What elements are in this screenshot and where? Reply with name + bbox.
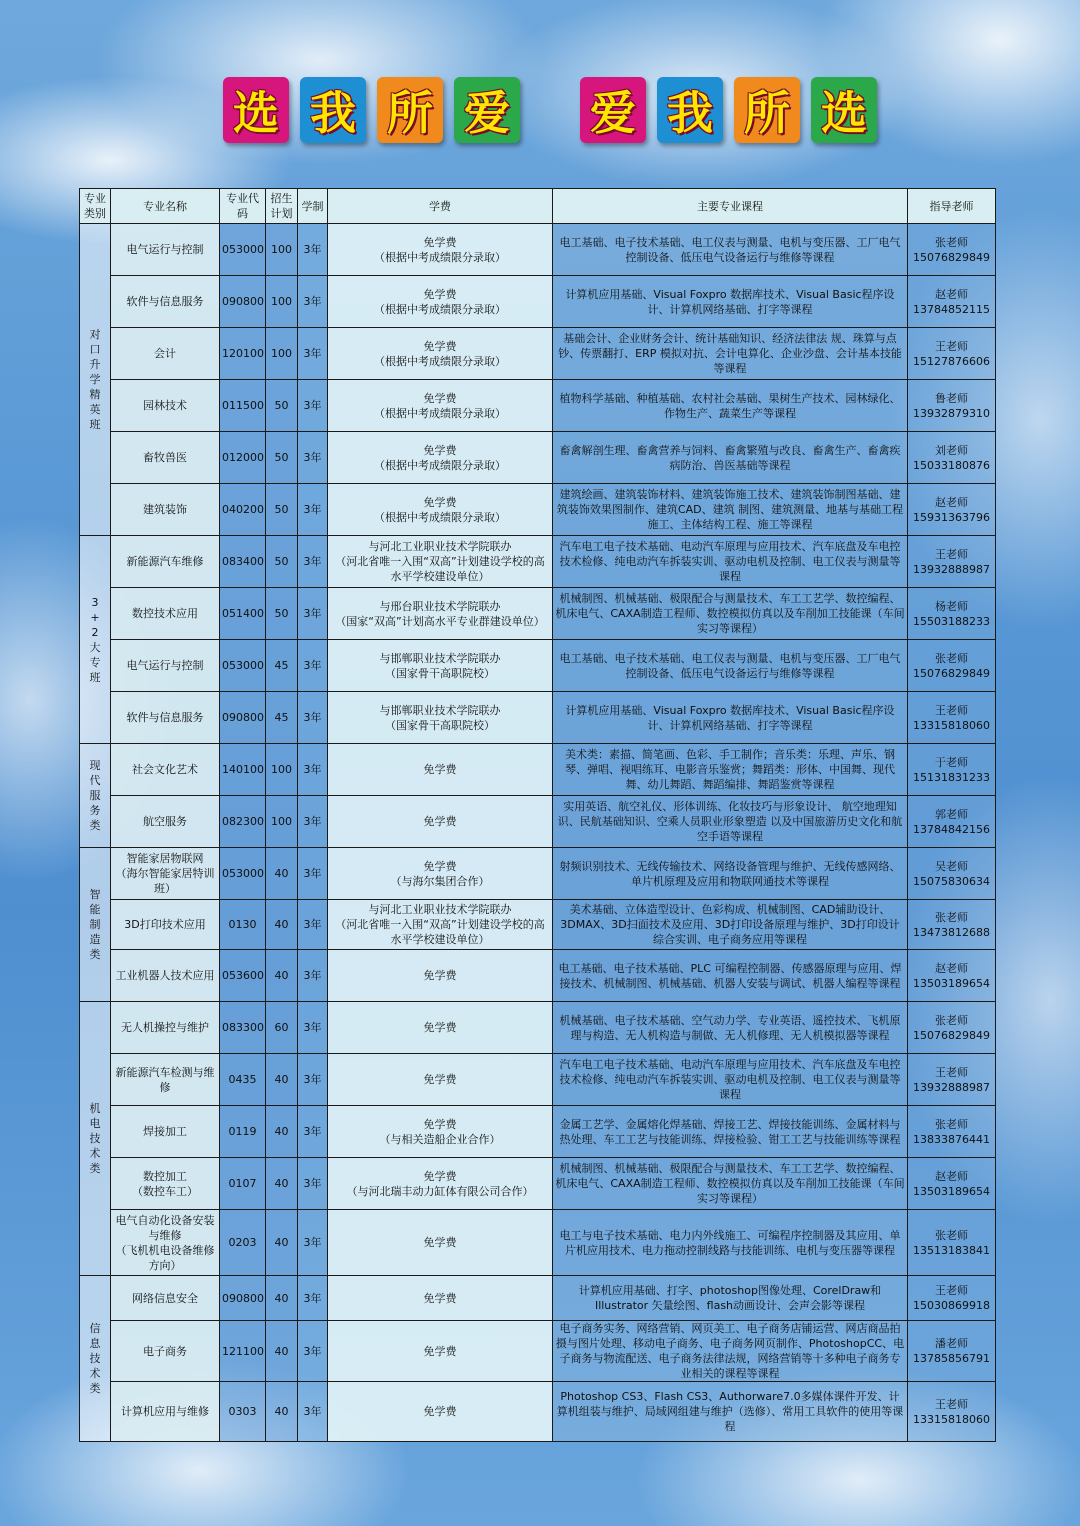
category-label: 信息技术类	[89, 1322, 101, 1395]
enrollment-plan-cell: 40	[266, 1382, 298, 1442]
table-row	[80, 1321, 996, 1382]
table-row	[80, 692, 996, 744]
table-row	[80, 1054, 996, 1106]
major-name-cell: 社会文化艺术	[111, 744, 220, 796]
major-code-cell: 012000	[220, 432, 266, 484]
duration-cell: 3年	[298, 1276, 328, 1321]
enrollment-plan-cell: 100	[266, 796, 298, 848]
duration-cell: 3年	[298, 1054, 328, 1106]
category-label: 机电技术类	[89, 1102, 101, 1175]
enrollment-plan-cell: 40	[266, 1054, 298, 1106]
major-name-cell: 焊接加工	[111, 1106, 220, 1158]
major-code-cell: 0130	[220, 900, 266, 950]
major-name-cell: 数控加工 （数控车工）	[111, 1158, 220, 1210]
major-code-cell: 0303	[220, 1382, 266, 1442]
table-row	[80, 1382, 996, 1442]
slogan-tile: 所	[734, 77, 800, 143]
enrollment-plan-cell: 50	[266, 588, 298, 640]
teacher-cell: 张老师 13473812688	[908, 900, 996, 950]
major-name-cell: 软件与信息服务	[111, 692, 220, 744]
major-name-cell: 工业机器人技术应用	[111, 950, 220, 1002]
table-row	[80, 276, 996, 328]
courses-cell: 美术基础、立体造型设计、色彩构成、机械制图、CAD辅助设计、3DMAX、3D扫面技术及应用、3D打印设备原理与维护、3D打印设计综合实训、电子商务应用等课程	[553, 900, 908, 950]
header-category: 专业类别	[80, 189, 111, 224]
tuition-cell: 免学费 （根据中考成绩限分录取）	[328, 276, 553, 328]
major-code-cell: 053000	[220, 640, 266, 692]
courses-cell: 计算机应用基础、Visual Foxpro 数据库技术、Visual Basic程序设计、计算机网络基础、打字等课程	[553, 276, 908, 328]
major-name-cell: 3D打印技术应用	[111, 900, 220, 950]
courses-cell: 植物科学基础、种植基础、农村社会基础、果树生产技术、园林绿化、作物生产、蔬菜生产等课程	[553, 380, 908, 432]
table-row	[80, 1106, 996, 1158]
major-name-cell: 无人机操控与维护	[111, 1002, 220, 1054]
major-code-cell: 051400	[220, 588, 266, 640]
header-fee: 学费	[328, 189, 553, 224]
courses-cell: 射频识别技术、无线传输技术、网络设备管理与维护、无线传感网络、单片机原理及应用和物联网通技术等课程	[553, 848, 908, 900]
major-code-cell: 121100	[220, 1321, 266, 1382]
enrollment-plan-cell: 100	[266, 224, 298, 276]
category-label: 现代服务类	[89, 759, 101, 832]
table-row	[80, 328, 996, 380]
courses-cell: 机械基础、电子技术基础、空气动力学、专业英语、遥控技术、飞机原理与构造、无人机构造与制做、无人机修理、无人机模拟器等课程	[553, 1002, 908, 1054]
teacher-cell: 张老师 13833876441	[908, 1106, 996, 1158]
slogan-tile: 爱	[454, 77, 520, 143]
major-name-cell: 数控技术应用	[111, 588, 220, 640]
teacher-cell: 赵老师 13503189654	[908, 1158, 996, 1210]
teacher-cell: 张老师 15076829849	[908, 1002, 996, 1054]
major-code-cell: 0435	[220, 1054, 266, 1106]
category-cell	[80, 536, 111, 744]
courses-cell: 电子商务实务、网络营销、网页美工、电子商务店铺运营、网店商品拍摄与图片处理、移动电子商务、电子商务网页制作、PhotoshopCC、电子商务与物流配送、电子商务法律法规，网络营销等十多种电子商务专业相关的课程等课程	[553, 1321, 908, 1382]
courses-cell: 电工基础、电子技术基础、PLC 可编程控制器、传感器原理与应用、焊接技术、机械制图、机械基础、机器人安装与调试、机器人编程等课程	[553, 950, 908, 1002]
courses-cell: 汽车电工电子技术基础、电动汽车原理与应用技术、汽车底盘及车电控技术检修、纯电动汽车拆装实训、驱动电机及控制、电工仪表与测量等课程	[553, 1054, 908, 1106]
duration-cell: 3年	[298, 1210, 328, 1276]
duration-cell: 3年	[298, 1158, 328, 1210]
category-label: 智能制造类	[89, 888, 101, 961]
duration-cell: 3年	[298, 536, 328, 588]
duration-cell: 3年	[298, 848, 328, 900]
enrollment-plan-cell: 40	[266, 1106, 298, 1158]
tuition-cell: 免学费	[328, 796, 553, 848]
enrollment-plan-cell: 40	[266, 1321, 298, 1382]
slogan-tile: 选	[223, 77, 289, 143]
tuition-cell: 免学费	[328, 1210, 553, 1276]
major-name-cell: 计算机应用与维修	[111, 1382, 220, 1442]
teacher-cell: 赵老师 13784852115	[908, 276, 996, 328]
tuition-cell: 免学费	[328, 1054, 553, 1106]
teacher-cell: 张老师 13513183841	[908, 1210, 996, 1276]
major-code-cell: 053000	[220, 224, 266, 276]
major-name-cell: 软件与信息服务	[111, 276, 220, 328]
table-row	[80, 950, 996, 1002]
header-code: 专业代码	[220, 189, 266, 224]
table-row	[80, 380, 996, 432]
table-row	[80, 1276, 996, 1321]
courses-cell: 建筑绘画、建筑装饰材料、建筑装饰施工技术、建筑装饰制图基础、建筑装饰效果图制作、建筑CAD、建筑 制图、建筑测量、地基与基础工程施工、主体结构工程、施工等课程	[553, 484, 908, 536]
enrollment-plan-cell: 40	[266, 950, 298, 1002]
header-duration: 学制	[298, 189, 328, 224]
teacher-cell: 潘老师 13785856791	[908, 1321, 996, 1382]
tuition-cell: 免学费	[328, 1276, 553, 1321]
tuition-cell: 免学费	[328, 1382, 553, 1442]
tuition-cell: 与河北工业职业技术学院联办 （河北省唯一入围“双高”计划建设学校的高水平学校建设单位）	[328, 536, 553, 588]
teacher-cell: 王老师 13315818060	[908, 692, 996, 744]
tuition-cell: 免学费	[328, 744, 553, 796]
teacher-cell: 杨老师 15503188233	[908, 588, 996, 640]
enrollment-plan-cell: 40	[266, 1158, 298, 1210]
major-code-cell: 090800	[220, 692, 266, 744]
courses-cell: 美术类：素描、简笔画、色彩、手工制作；音乐类：乐理、声乐、钢琴、弹唱、视唱练耳、电影音乐鉴赏；舞蹈类：形体、中国舞、现代舞、幼儿舞蹈、舞蹈编排、舞蹈鉴赏等课程	[553, 744, 908, 796]
teacher-cell: 王老师 13932888987	[908, 1054, 996, 1106]
tuition-cell: 免学费 （根据中考成绩限分录取）	[328, 328, 553, 380]
table-row	[80, 536, 996, 588]
major-name-cell: 电气自动化设备安装与维修 （飞机机电设备维修方向）	[111, 1210, 220, 1276]
duration-cell: 3年	[298, 276, 328, 328]
tuition-cell: 免学费 （根据中考成绩限分录取）	[328, 380, 553, 432]
courses-cell: 基础会计、企业财务会计、统计基础知识、经济法律法 规、珠算与点钞、传票翻打、ERP 模拟对抗、会计电算化、企业沙盘、会计基本技能等课程	[553, 328, 908, 380]
table-row	[80, 848, 996, 900]
courses-cell: 机械制图、机械基础、极限配合与测量技术、车工工艺学、数控编程、机床电气、CAXA制造工程师、数控模拟仿真以及车削加工技能课（车间实习等课程）	[553, 588, 908, 640]
tuition-cell: 免学费	[328, 1002, 553, 1054]
major-name-cell: 新能源汽车检测与维修	[111, 1054, 220, 1106]
major-code-cell: 0119	[220, 1106, 266, 1158]
major-code-cell: 083300	[220, 1002, 266, 1054]
major-code-cell: 120100	[220, 328, 266, 380]
major-name-cell: 电气运行与控制	[111, 640, 220, 692]
enrollment-plan-cell: 60	[266, 1002, 298, 1054]
major-code-cell: 040200	[220, 484, 266, 536]
table-row	[80, 900, 996, 950]
major-name-cell: 新能源汽车维修	[111, 536, 220, 588]
table-row	[80, 1158, 996, 1210]
duration-cell: 3年	[298, 484, 328, 536]
duration-cell: 3年	[298, 796, 328, 848]
major-code-cell: 053600	[220, 950, 266, 1002]
tuition-cell: 与河北工业职业技术学院联办 （河北省唯一入围“双高”计划建设学校的高水平学校建设单位）	[328, 900, 553, 950]
major-name-cell: 建筑装饰	[111, 484, 220, 536]
enrollment-plan-cell: 50	[266, 380, 298, 432]
header-plan: 招生计划	[266, 189, 298, 224]
duration-cell: 3年	[298, 950, 328, 1002]
major-code-cell: 083400	[220, 536, 266, 588]
major-name-cell: 畜牧兽医	[111, 432, 220, 484]
duration-cell: 3年	[298, 1106, 328, 1158]
courses-cell: 电工与电子技术基础、电力内外线施工、可编程序控制器及其应用、单片机应用技术、电力拖动控制线路与技能训练、电机与变压器等课程	[553, 1210, 908, 1276]
enrollment-plan-cell: 50	[266, 484, 298, 536]
header-name: 专业名称	[111, 189, 220, 224]
duration-cell: 3年	[298, 1321, 328, 1382]
category-cell	[80, 1276, 111, 1442]
courses-cell: 汽车电工电子技术基础、电动汽车原理与应用技术、汽车底盘及车电控技术检修、纯电动汽车拆装实训、驱动电机及控制、电工仪表与测量等课程	[553, 536, 908, 588]
table-row	[80, 1002, 996, 1054]
major-name-cell: 电子商务	[111, 1321, 220, 1382]
category-cell	[80, 744, 111, 848]
courses-cell: 电工基础、电子技术基础、电工仪表与测量、电机与变压器、工厂电气控制设备、低压电气设备运行与维修等课程	[553, 224, 908, 276]
teacher-cell: 赵老师 15931363796	[908, 484, 996, 536]
slogan-tile: 选	[811, 77, 877, 143]
tuition-cell: 免学费	[328, 950, 553, 1002]
duration-cell: 3年	[298, 432, 328, 484]
table-row	[80, 1210, 996, 1276]
slogan-tile: 爱	[580, 77, 646, 143]
teacher-cell: 赵老师 13503189654	[908, 950, 996, 1002]
category-label: 对口升学精英班	[89, 328, 101, 431]
duration-cell: 3年	[298, 1002, 328, 1054]
courses-cell: 计算机应用基础、打字、photoshop图像处理、CorelDraw和Illustrator 矢量绘图、flash动画设计、会声会影等课程	[553, 1276, 908, 1321]
teacher-cell: 张老师 15076829849	[908, 224, 996, 276]
tuition-cell: 免学费 （根据中考成绩限分录取）	[328, 484, 553, 536]
teacher-cell: 王老师 15030869918	[908, 1276, 996, 1321]
enrollment-plan-cell: 40	[266, 1210, 298, 1276]
category-label: 3+2大专班	[89, 595, 101, 684]
enrollment-plan-cell: 45	[266, 640, 298, 692]
major-code-cell: 140100	[220, 744, 266, 796]
major-name-cell: 电气运行与控制	[111, 224, 220, 276]
courses-cell: 金属工艺学、金属熔化焊基础、焊接工艺、焊接技能训练、金属材料与热处理、车工工艺与技能训练、焊接检验、钳工工艺与技能训练等课程	[553, 1106, 908, 1158]
tuition-cell: 与邢台职业技术学院联办 （国家“双高”计划高水平专业群建设单位）	[328, 588, 553, 640]
table-row	[80, 588, 996, 640]
category-cell	[80, 1002, 111, 1276]
enrollment-plan-cell: 100	[266, 276, 298, 328]
header-teacher: 指导老师	[908, 189, 996, 224]
enrollment-plan-cell: 100	[266, 328, 298, 380]
courses-cell: Photoshop CS3、Flash CS3、Authorware7.0多媒体课件开发、计算机组装与维护、局域网组建与维护（选修）、常用工具软件的使用等课程	[553, 1382, 908, 1442]
teacher-cell: 郭老师 13784842156	[908, 796, 996, 848]
major-name-cell: 网络信息安全	[111, 1276, 220, 1321]
duration-cell: 3年	[298, 640, 328, 692]
duration-cell: 3年	[298, 328, 328, 380]
table-row	[80, 640, 996, 692]
courses-cell: 机械制图、机械基础、极限配合与测量技术、车工工艺学、数控编程、机床电气、CAXA制造工程师、数控模拟仿真以及车削加工技能课（车间实习等课程）	[553, 1158, 908, 1210]
tuition-cell: 与邯郸职业技术学院联办 （国家骨干高职院校）	[328, 692, 553, 744]
teacher-cell: 王老师 13315818060	[908, 1382, 996, 1442]
slogan-tile: 我	[657, 77, 723, 143]
major-code-cell: 053000	[220, 848, 266, 900]
duration-cell: 3年	[298, 224, 328, 276]
tuition-cell: 免学费 （与海尔集团合作）	[328, 848, 553, 900]
table-header-row	[80, 189, 996, 224]
tuition-cell: 免学费 （根据中考成绩限分录取）	[328, 432, 553, 484]
courses-cell: 畜禽解剖生理、畜禽营养与饲料、畜禽繁殖与改良、畜禽生产、畜禽疾病防治、兽医基础等课程	[553, 432, 908, 484]
slogan-tile: 所	[377, 77, 443, 143]
tuition-cell: 与邯郸职业技术学院联办 （国家骨干高职院校）	[328, 640, 553, 692]
major-code-cell: 082300	[220, 796, 266, 848]
enrollment-plan-cell: 40	[266, 900, 298, 950]
enrollment-plan-cell: 100	[266, 744, 298, 796]
major-name-cell: 园林技术	[111, 380, 220, 432]
duration-cell: 3年	[298, 744, 328, 796]
duration-cell: 3年	[298, 588, 328, 640]
teacher-cell: 王老师 15127876606	[908, 328, 996, 380]
major-name-cell: 会计	[111, 328, 220, 380]
category-cell	[80, 224, 111, 536]
major-code-cell: 090800	[220, 1276, 266, 1321]
major-code-cell: 0203	[220, 1210, 266, 1276]
table-row	[80, 796, 996, 848]
major-name-cell: 航空服务	[111, 796, 220, 848]
enrollment-plan-cell: 50	[266, 536, 298, 588]
courses-cell: 电工基础、电子技术基础、电工仪表与测量、电机与变压器、工厂电气控制设备、低压电气设备运行与维修等课程	[553, 640, 908, 692]
major-code-cell: 090800	[220, 276, 266, 328]
teacher-cell: 刘老师 15033180876	[908, 432, 996, 484]
tuition-cell: 免学费 （根据中考成绩限分录取）	[328, 224, 553, 276]
table-row	[80, 432, 996, 484]
tuition-cell: 免学费	[328, 1321, 553, 1382]
table-row	[80, 224, 996, 276]
table-row	[80, 484, 996, 536]
enrollment-table	[79, 188, 996, 1442]
duration-cell: 3年	[298, 380, 328, 432]
tuition-cell: 免学费 （与河北瑞丰动力缸体有限公司合作）	[328, 1158, 553, 1210]
table-row	[80, 744, 996, 796]
category-cell	[80, 848, 111, 1002]
enrollment-plan-cell: 40	[266, 848, 298, 900]
header-courses: 主要专业课程	[553, 189, 908, 224]
teacher-cell: 吴老师 15075830634	[908, 848, 996, 900]
teacher-cell: 于老师 15131831233	[908, 744, 996, 796]
courses-cell: 实用英语、航空礼仪、形体训练、化妆技巧与形象设计、 航空地理知识、民航基础知识、空乘人员职业形象塑造 以及中国旅游历史文化和航空手语等课程	[553, 796, 908, 848]
major-code-cell: 011500	[220, 380, 266, 432]
teacher-cell: 鲁老师 13932879310	[908, 380, 996, 432]
teacher-cell: 张老师 15076829849	[908, 640, 996, 692]
enrollment-plan-cell: 45	[266, 692, 298, 744]
enrollment-plan-cell: 50	[266, 432, 298, 484]
duration-cell: 3年	[298, 1382, 328, 1442]
major-name-cell: 智能家居物联网 （海尔智能家居特训班）	[111, 848, 220, 900]
duration-cell: 3年	[298, 900, 328, 950]
slogan-tile: 我	[300, 77, 366, 143]
teacher-cell: 王老师 13932888987	[908, 536, 996, 588]
major-code-cell: 0107	[220, 1158, 266, 1210]
tuition-cell: 免学费 （与相关造船企业合作）	[328, 1106, 553, 1158]
duration-cell: 3年	[298, 692, 328, 744]
courses-cell: 计算机应用基础、Visual Foxpro 数据库技术、Visual Basic程序设计、计算机网络基础、打字等课程	[553, 692, 908, 744]
enrollment-plan-cell: 40	[266, 1276, 298, 1321]
slogan-banner	[0, 77, 1080, 147]
